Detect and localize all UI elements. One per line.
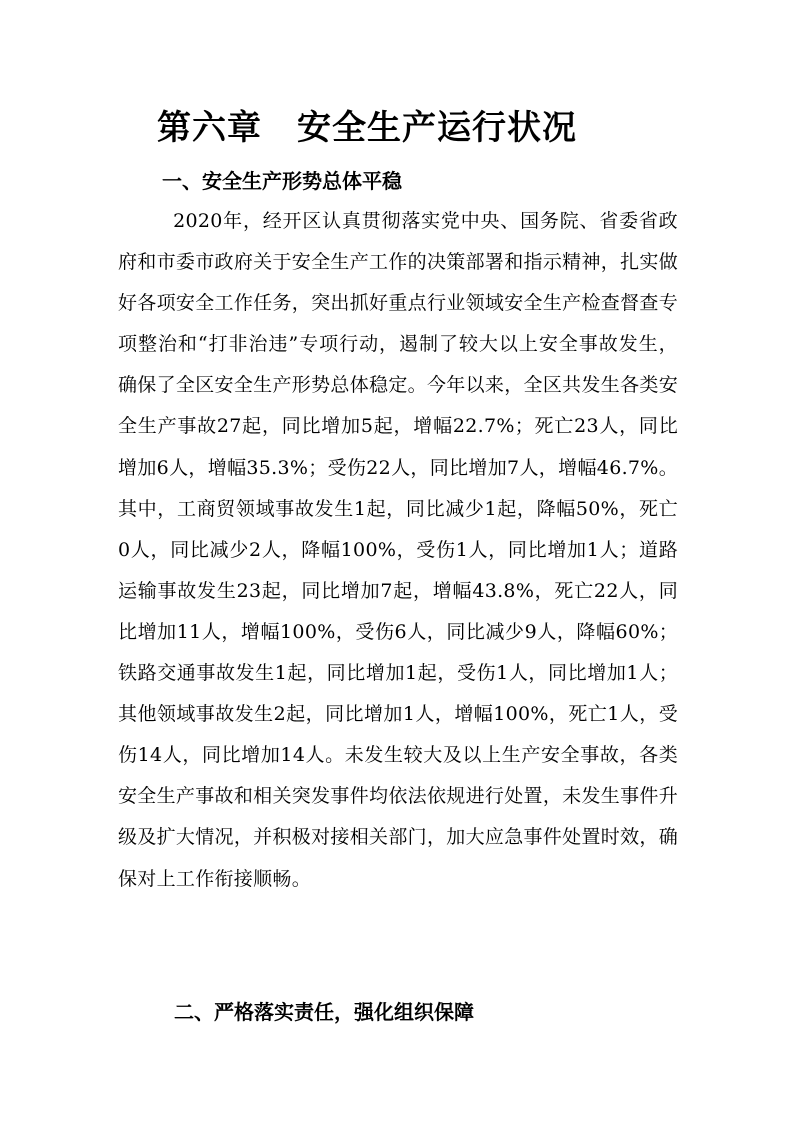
chapter-title: 第六章 安全生产运行状况 xyxy=(157,108,577,148)
section-heading-2: 二、严格落实责任，强化组织保障 xyxy=(174,1000,474,1024)
section-1-paragraph: 2020年，经开区认真贯彻落实党中央、国务院、省委省政府和市委市政府关于安全生产工作的决策部署和指示精神，扎实做好各项安全工作任务，突出抓好重点行业领域安全生产检查督查专项整治和“打非治违”专项行动，遏制了较大以上安全事故发生，确保了全区安全生产形势总体稳定。今年以来，全区共发生各类安全生产事故27起，同比增加5起，增幅22.7%；死亡23人，同比增加6人，增幅35.3%；受伤22人，同比增加7人，增幅46.7%。其中，工商贸领域事故发生1起，同比减少1起，降幅50%，死亡0人，同比减少2人，降幅100%，受伤1人，同比增加1人；道路运输事故发生23起，同比增加7起，增幅43.8%，死亡22人，同比增加11人，增幅100%，受伤6人，同比减少9人，降幅60%；铁路交通事故发生1起，同比增加1起，受伤1人，同比增加1人；其他领域事故发生2起，同比增加1人，增幅100%，死亡1人，受伤14人，同比增加14人。未发生较大及以上生产安全事故，各类安全生产事故和相关突发事件均依法依规进行处置，未发生事件升级及扩大情况，并积极对接相关部门，加大应急事件处置时效，确保对上工作衔接顺畅。 xyxy=(118,210,678,890)
section-heading-1: 一、安全生产形势总体平稳 xyxy=(162,169,402,193)
